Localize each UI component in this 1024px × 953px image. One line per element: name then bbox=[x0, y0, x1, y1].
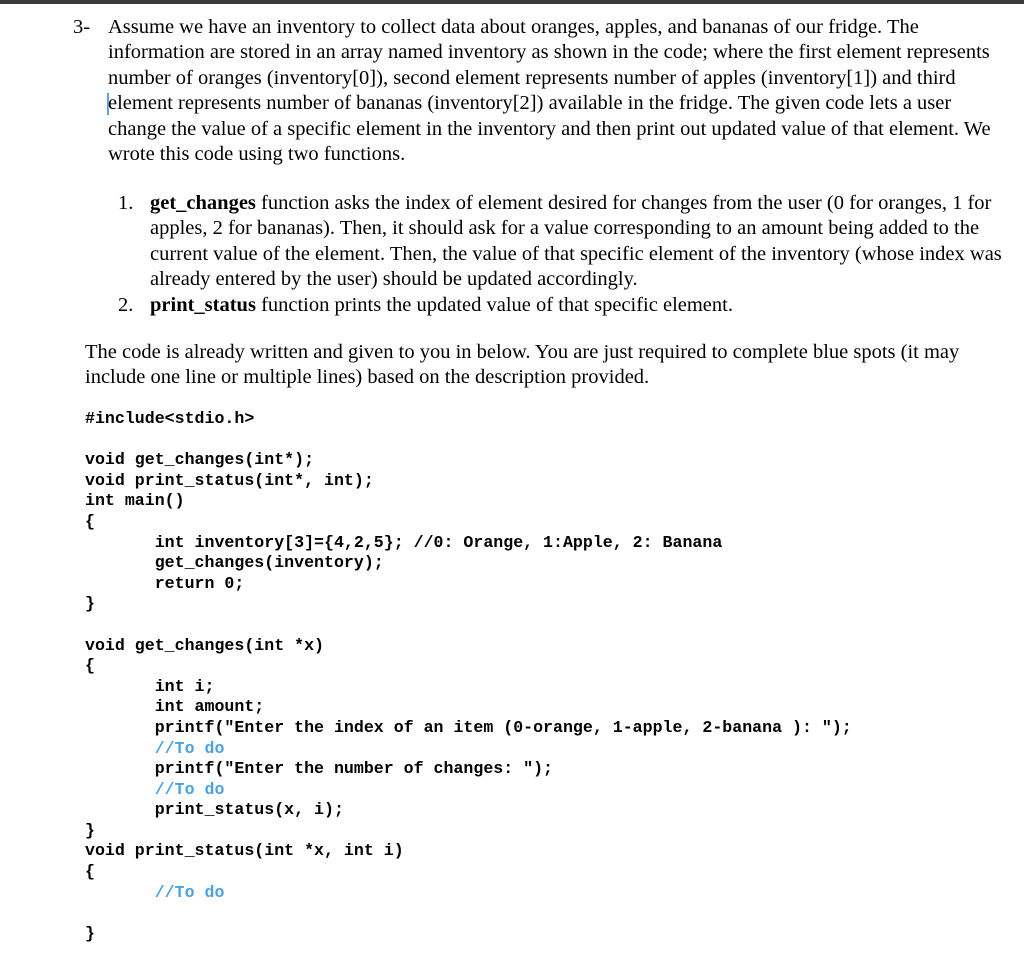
code-line: int inventory[3]={4,2,5}; //0: Orange, 1:Apple, 2: Banana bbox=[85, 532, 723, 552]
code-line: void print_status(int*, int); bbox=[85, 470, 374, 490]
code-line: void get_changes(int*); bbox=[85, 450, 315, 470]
code-line: { bbox=[85, 511, 95, 531]
code-todo-line: //To do bbox=[85, 738, 225, 758]
code-block bbox=[85, 409, 852, 944]
code-todo-line: //To do bbox=[85, 882, 225, 902]
code-line: int main() bbox=[85, 491, 185, 511]
code-line: printf("Enter the number of changes: "); bbox=[85, 759, 554, 779]
code-line: #include<stdio.h> bbox=[85, 409, 255, 428]
list-item-text: function asks the index of element desired for changes from the user (0 for oranges, 1 for apples, 2 for bananas). Then, it should ask for a value corresponding to an amount being added to the current value of the element. Then, the value of that specific element of the inventory (whose index was already entered by the user) should be updated accordingly. bbox=[150, 192, 1002, 291]
code-line: printf("Enter the index of an item (0-orange, 1-apple, 2-banana ): "); bbox=[85, 717, 852, 737]
code-line bbox=[85, 903, 852, 924]
code-line: { bbox=[85, 656, 95, 676]
list-item-number: 1. bbox=[118, 192, 134, 214]
instruction-note: The code is already written and given to you in below. You are just required to complete blue spots (it may include one line or multiple lines) based on the description provided. bbox=[85, 341, 960, 389]
function-list bbox=[108, 191, 1008, 318]
top-rule bbox=[0, 0, 1024, 4]
code-line: void print_status(int *x, int i) bbox=[85, 841, 404, 861]
list-item bbox=[108, 191, 1008, 293]
list-item-number: 2. bbox=[118, 293, 134, 316]
code-line: get_changes(inventory); bbox=[85, 553, 384, 573]
code-line: } bbox=[85, 923, 95, 943]
code-line: { bbox=[85, 862, 95, 882]
code-line: int amount; bbox=[85, 697, 265, 717]
code-line bbox=[85, 615, 852, 636]
code-line: return 0; bbox=[85, 573, 245, 593]
code-line: } bbox=[85, 594, 95, 614]
code-line bbox=[85, 430, 852, 451]
code-line: int i; bbox=[85, 676, 215, 696]
question-number: 3- bbox=[73, 16, 91, 38]
list-item-text: function prints the updated value of that specific element. bbox=[255, 293, 733, 316]
question-body: Assume we have an inventory to collect data about oranges, apples, and bananas of our fridge. The information are stored in an array named inventory as shown in the code; where the first element represents number of oranges (inventory[0]), second element represents number of apples (inventory[1]) and third element represents number of bananas (inventory[2]) available in the fridge. The given code lets a user change the value of a specific element in the inventory and then print out updated value of that element. We wrote this code using two functions. bbox=[108, 16, 991, 166]
list-item-term: print_status bbox=[150, 293, 256, 316]
code-todo-line: //To do bbox=[85, 779, 225, 799]
list-item bbox=[108, 293, 1008, 318]
list-item-term: get_changes bbox=[150, 192, 256, 214]
code-line: print_status(x, i); bbox=[85, 800, 344, 820]
code-line: void get_changes(int *x) bbox=[85, 635, 324, 655]
code-line: } bbox=[85, 820, 95, 840]
